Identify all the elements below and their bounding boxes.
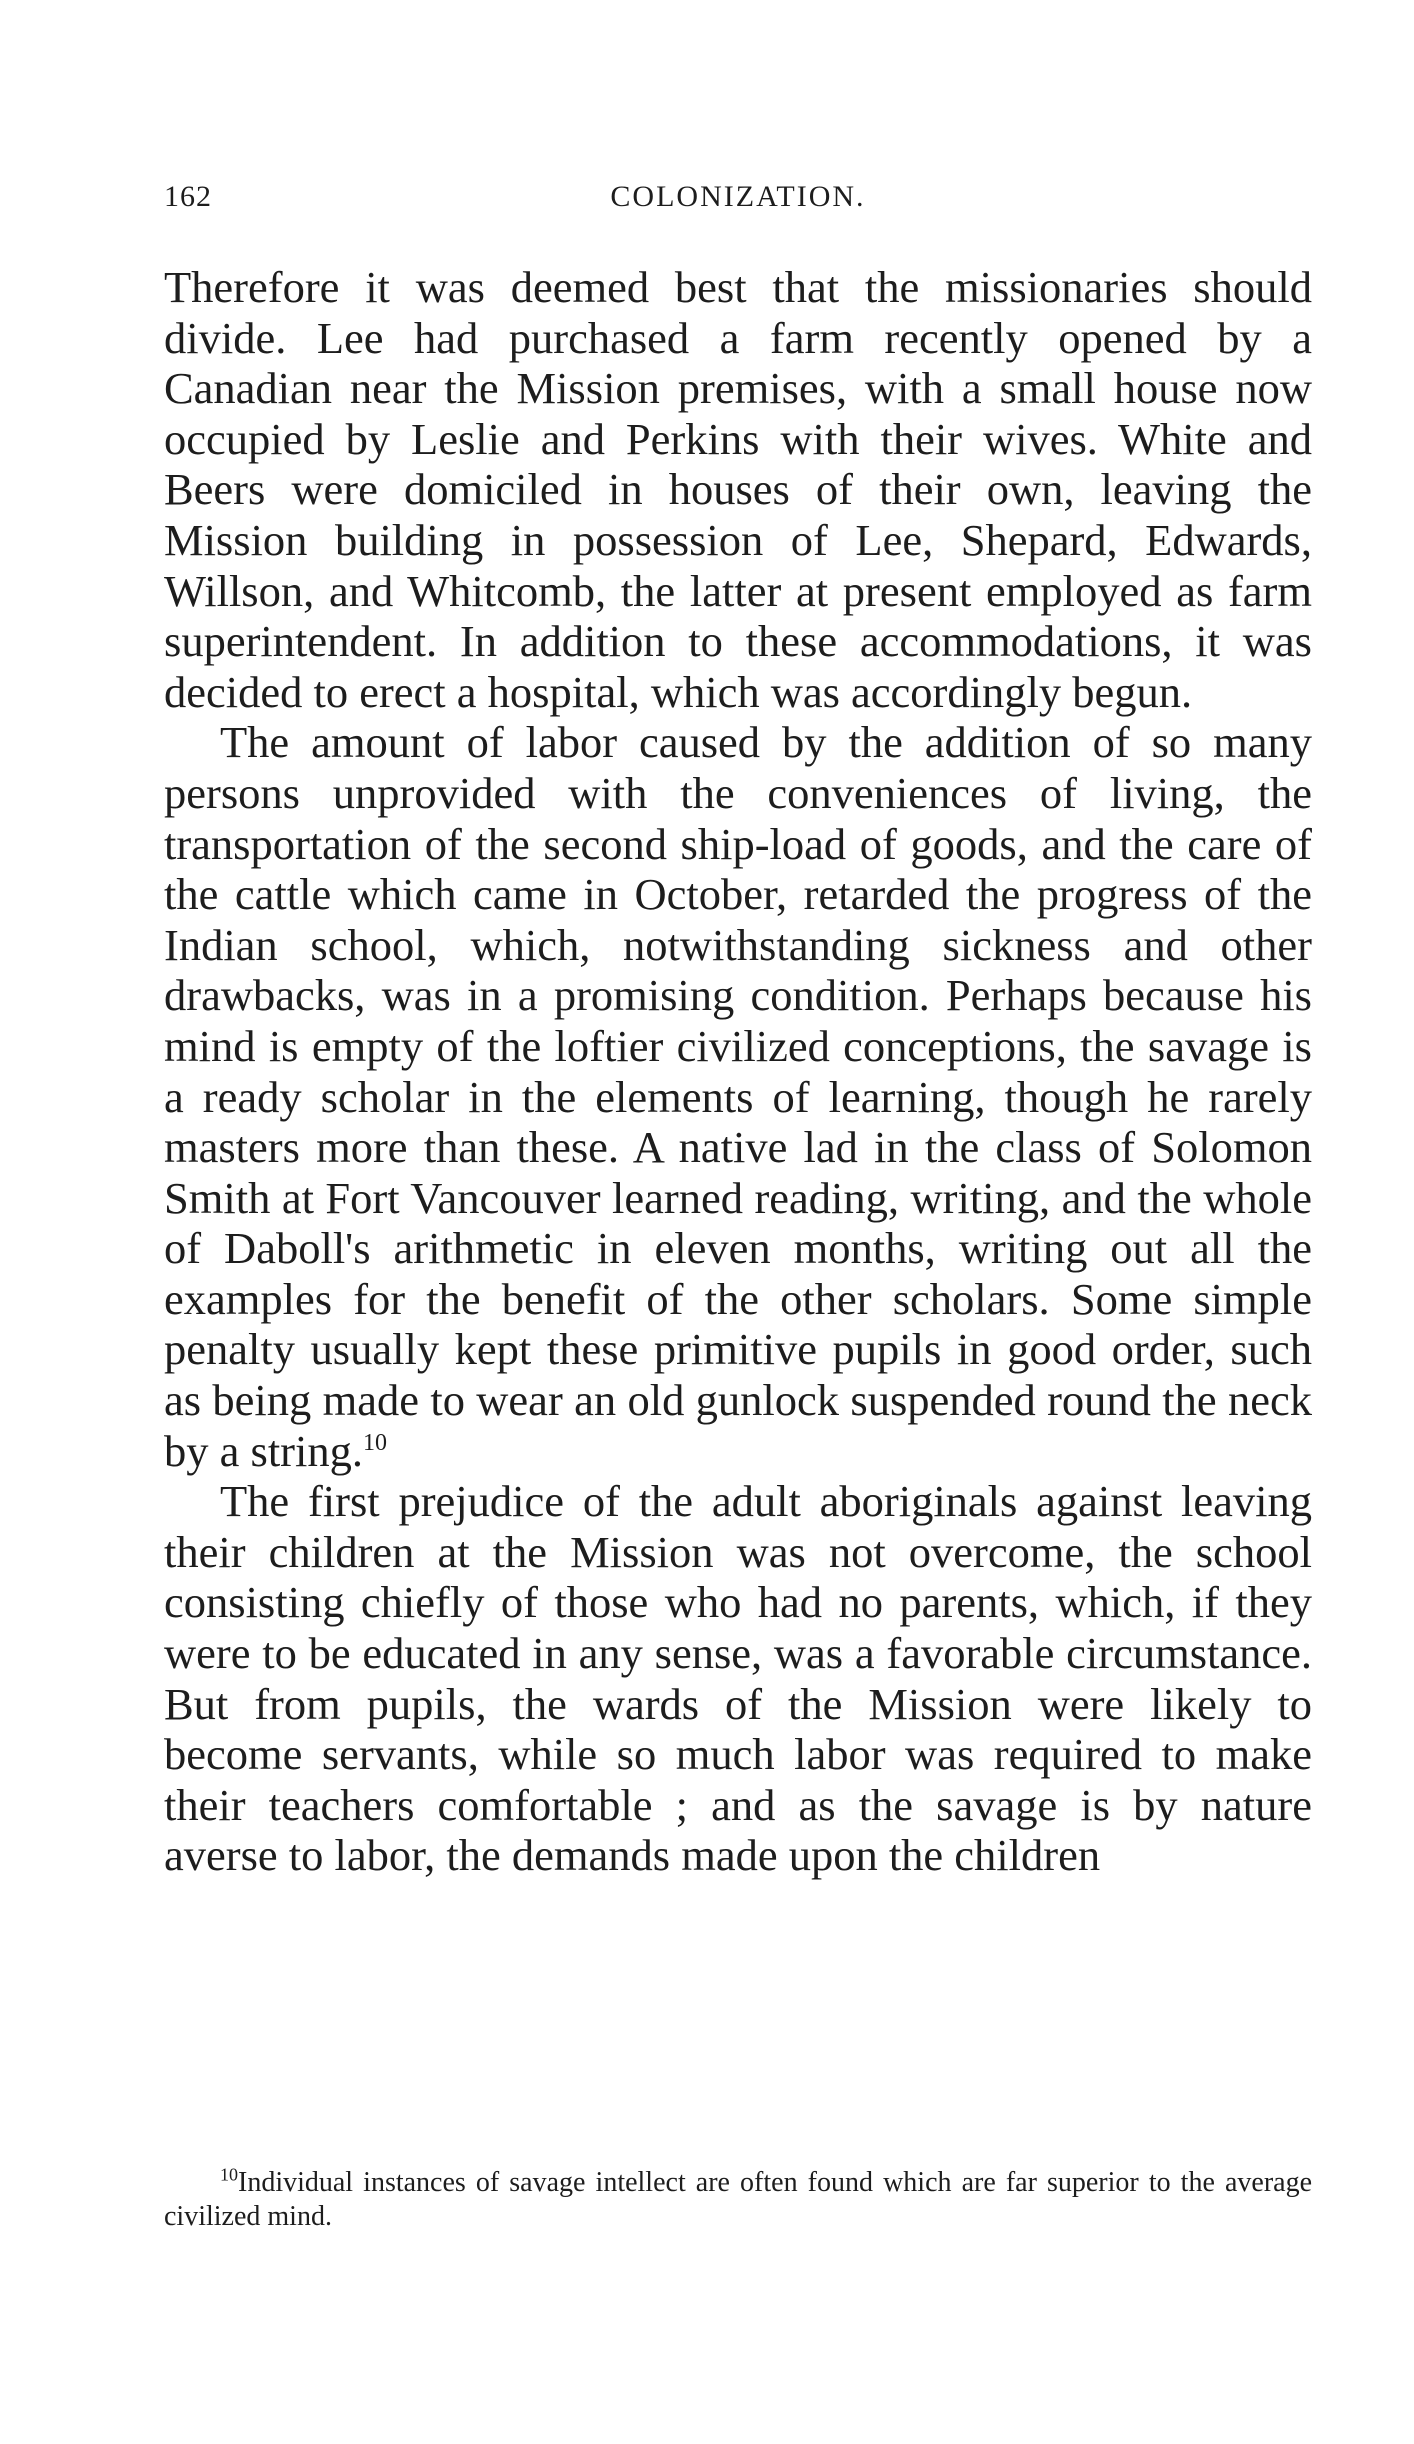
footnote bbox=[164, 2166, 1312, 2234]
paragraph-2 bbox=[164, 717, 1312, 1476]
paragraph-3 bbox=[164, 1476, 1312, 1881]
paragraph-text: The amount of labor caused by the addition of so many persons unprovided with the conveniences of living, the transportation of the second ship-load of goods, and the care of the cattle which came in October, retarded the progress of the Indian school, which, notwithstanding sickness and other drawbacks, was in a promising condition. Perhaps because his mind is empty of the loftier civilized conceptions, the savage is a ready scholar in the elements of learning, though he rarely masters more than these. A native lad in the class of Solomon Smith at Fort Vancouver learned reading, writing, and the whole of Daboll's arithmetic in eleven months, writing out all the examples for the benefit of the other scholars. Some simple penalty usually kept these primitive pupils in good order, such as being made to wear an old gunlock suspended round the neck by a string. bbox=[164, 717, 1312, 1476]
footnote-text: Individual instances of savage intellect are often found which are far superior to the average civilized mind. bbox=[164, 2167, 1312, 2232]
running-title: COLONIZATION. bbox=[610, 180, 866, 213]
page-number: 162 bbox=[164, 180, 212, 213]
footnote-reference[interactable]: 10 bbox=[363, 1429, 387, 1456]
body-text bbox=[164, 262, 1312, 1881]
footnote-mark: 10 bbox=[220, 2164, 238, 2185]
paragraph-text: The first prejudice of the adult aboriginals against leaving their children at the Mission was not overcome, the school consisting chiefly of those who had no parents, which, if they were to be educated in any sense, was a favorable circumstance. But from pupils, the wards of the Mission were likely to become servants, while so much labor was required to make their teachers comfortable ; and as the savage is by nature averse to labor, the demands made upon the children bbox=[164, 1476, 1312, 1881]
running-head bbox=[164, 180, 1312, 216]
paragraph-1 bbox=[164, 262, 1312, 717]
paragraph-text: Therefore it was deemed best that the missionaries should divide. Lee had purchased a farm recently opened by a Canadian near the Mission premises, with a small house now occupied by Leslie and Perkins with their wives. White and Beers were domiciled in houses of their own, leaving the Mission building in possession of Lee, Shepard, Edwards, Willson, and Whitcomb, the latter at present employed as farm superintendent. In addition to these accommodations, it was decided to erect a hospital, which was accordingly begun. bbox=[164, 262, 1312, 717]
